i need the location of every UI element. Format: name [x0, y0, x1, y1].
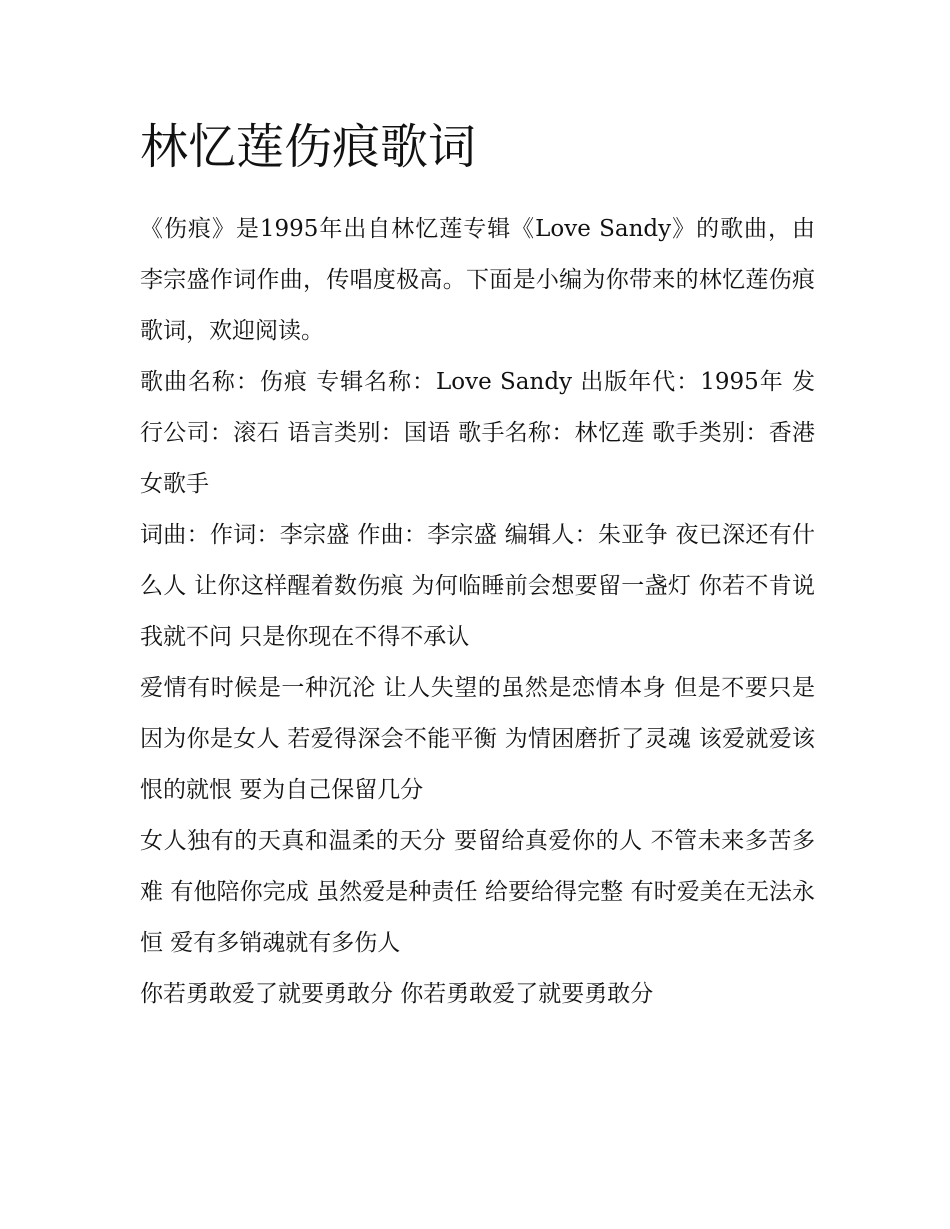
lyrics-paragraph: 爱情有时候是一种沉沦 让人失望的虽然是恋情本身 但是不要只是因为你是女人 若爱得深会不能平衡 为情困磨折了灵魂 该爱就爱该恨的就恨 要为自己保留几分: [140, 675, 815, 803]
lyrics-paragraph: 女人独有的天真和温柔的天分 要留给真爱你的人 不管未来多苦多难 有他陪你完成 虽然爱是种责任 给要给得完整 有时爱美在无法永恒 爱有多销魂就有多伤人: [140, 828, 815, 956]
song-info-paragraph: 歌曲名称：伤痕 专辑名称：Love Sandy 出版年代：1995年 发行公司：滚石 语言类别：国语 歌手名称：林忆莲 歌手类别：香港女歌手: [140, 369, 815, 497]
intro-paragraph: 《伤痕》是1995年出自林忆莲专辑《Love Sandy》的歌曲，由李宗盛作词作曲，传唱度极高。下面是小编为你带来的林忆莲伤痕歌词，欢迎阅读。: [140, 216, 815, 344]
lyrics-paragraph: 你若勇敢爱了就要勇敢分 你若勇敢爱了就要勇敢分: [140, 981, 654, 1007]
page-title: 林忆莲伤痕歌词: [140, 119, 477, 175]
document-page: [140, 112, 815, 1020]
lyrics-paragraph: 词曲：作词：李宗盛 作曲：李宗盛 编辑人：朱亚争 夜已深还有什么人 让你这样醒着数伤痕 为何临睡前会想要留一盏灯 你若不肯说我就不问 只是你现在不得不承认: [140, 522, 815, 650]
